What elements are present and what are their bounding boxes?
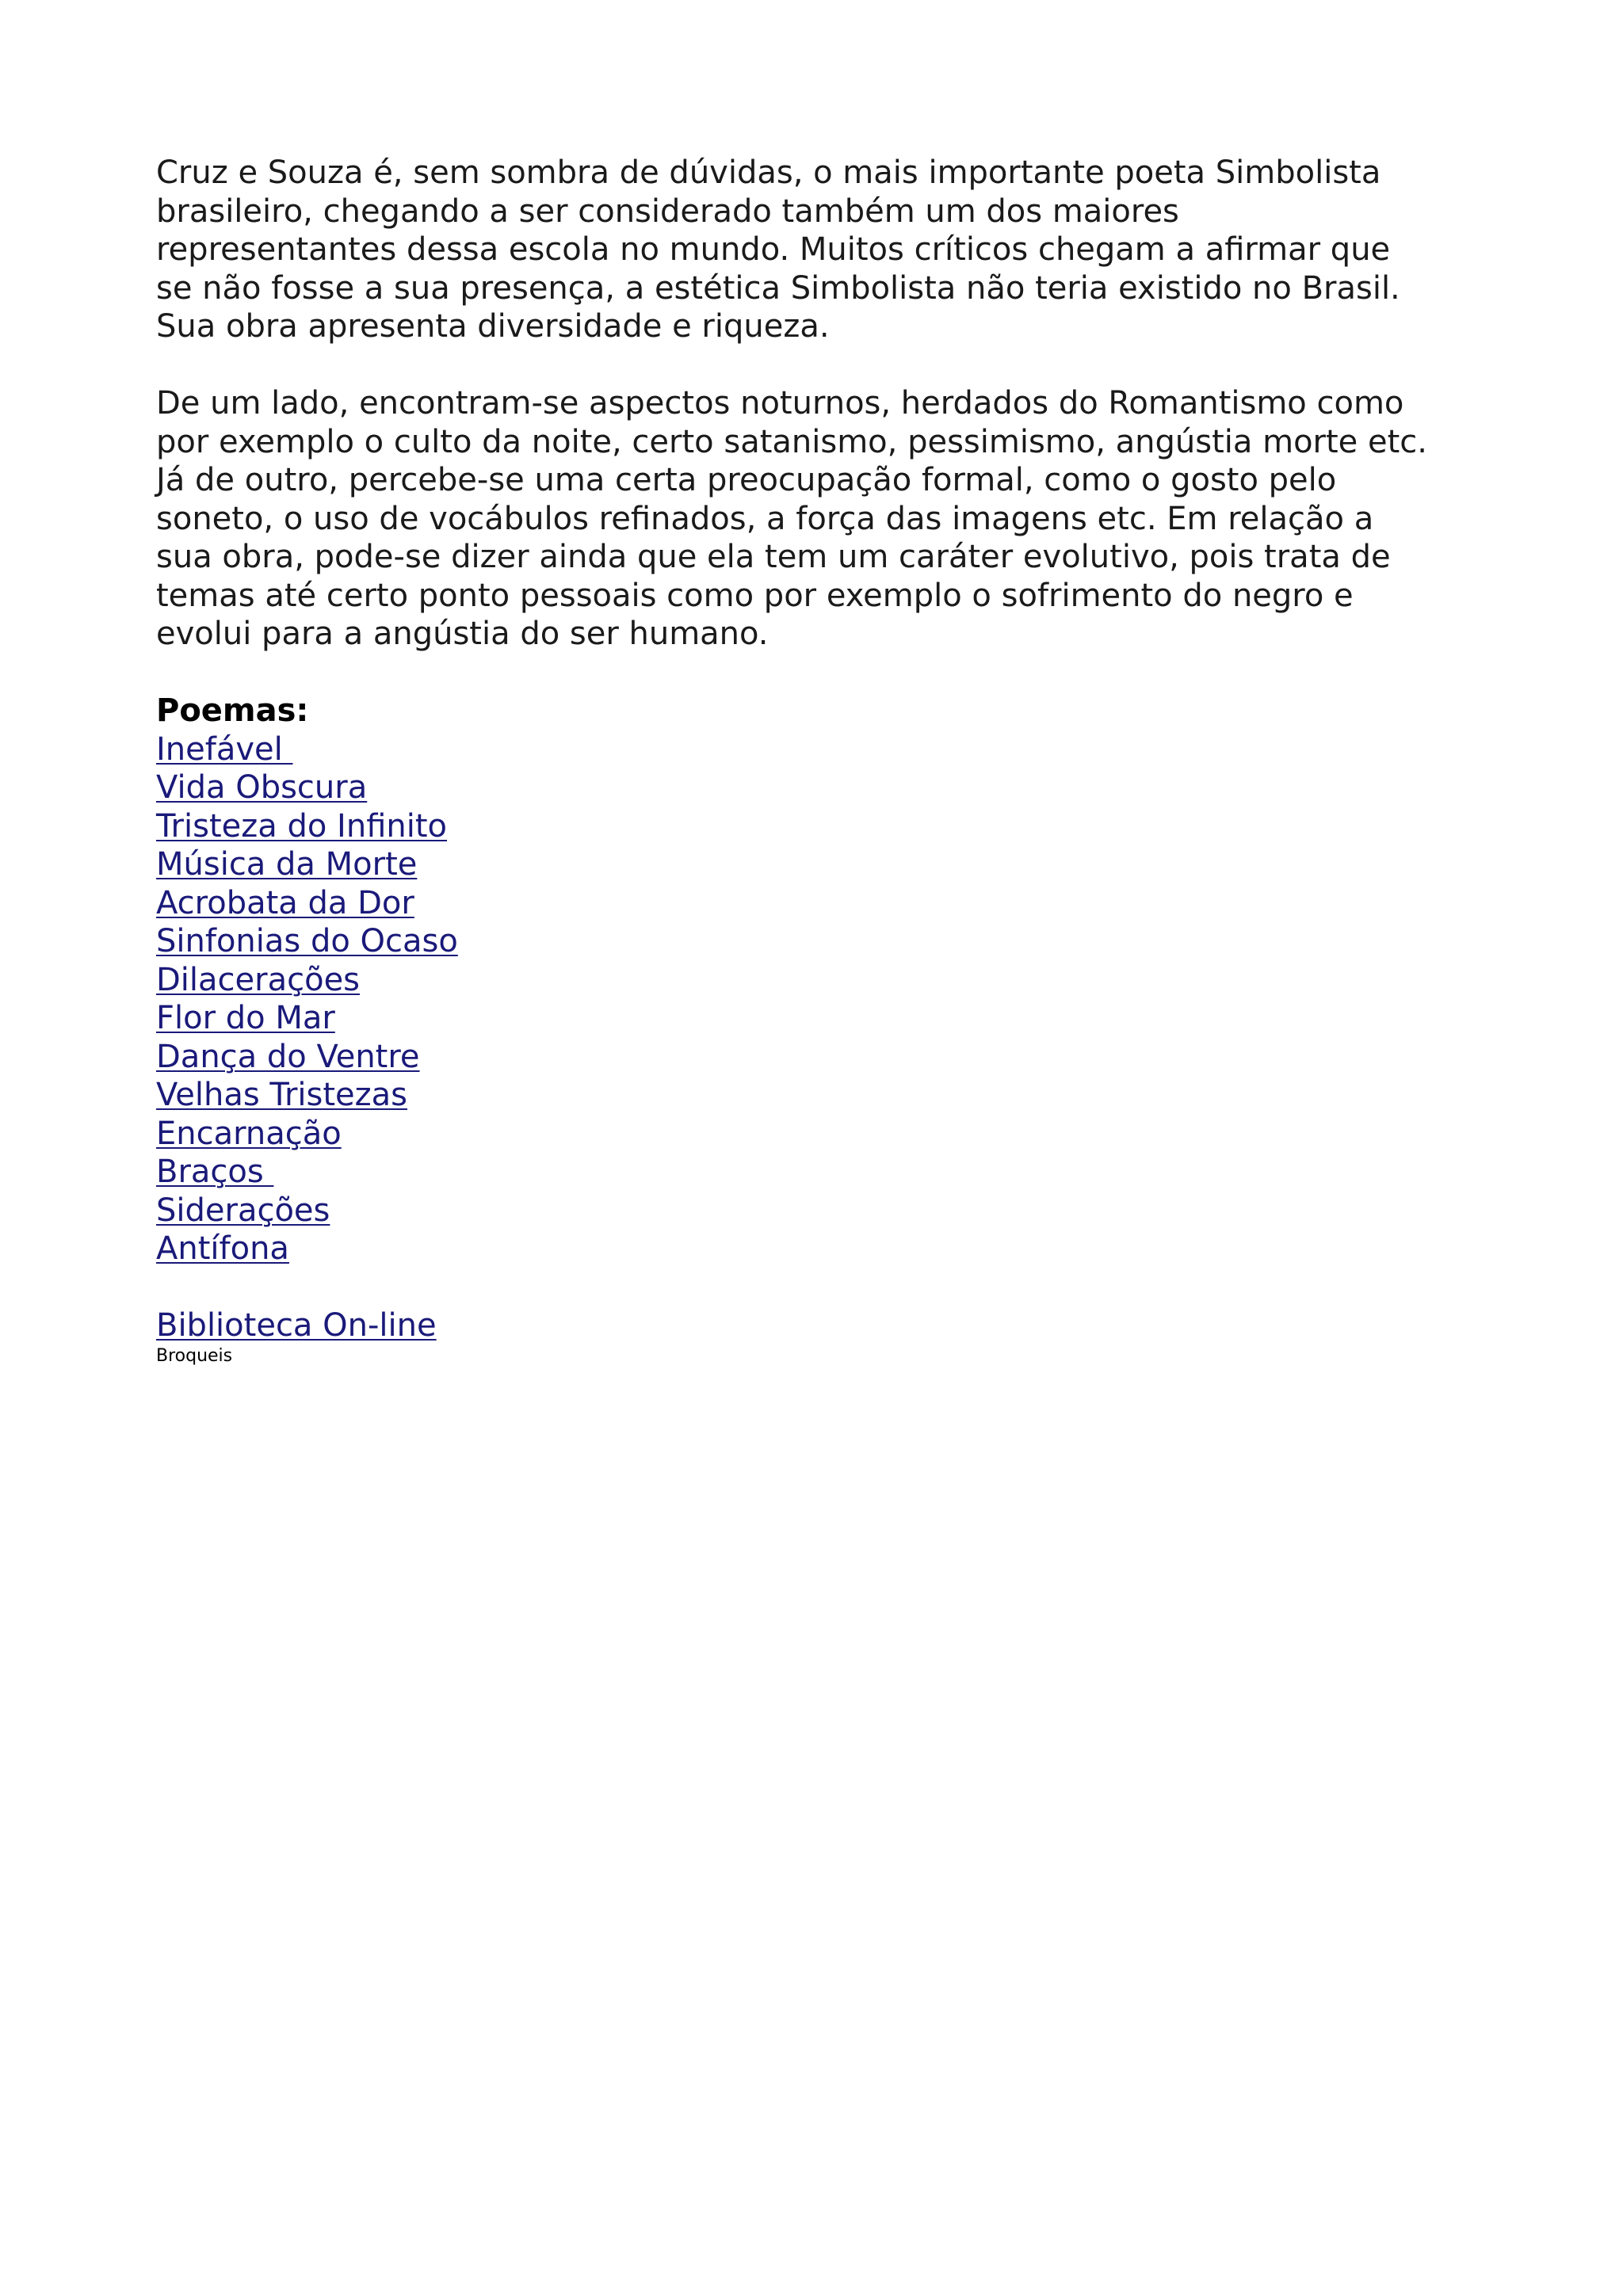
list-item [156, 922, 1503, 961]
poem-link[interactable]: Dilacerações [156, 961, 361, 998]
poem-link[interactable]: Encarnação [156, 1115, 342, 1152]
paragraph-gap [156, 346, 1503, 385]
poem-link[interactable]: Música da Morte [156, 846, 418, 883]
section-gap [156, 654, 1503, 692]
poem-link[interactable]: Flor do Mar [156, 1000, 335, 1036]
document-page [156, 154, 1503, 1367]
list-item [156, 807, 1503, 846]
poem-link[interactable]: Velhas Tristezas [156, 1077, 407, 1113]
list-item [156, 1230, 1503, 1268]
poem-link[interactable]: Antífona [156, 1230, 289, 1267]
poem-link[interactable]: Dança do Ventre [156, 1038, 420, 1075]
list-item [156, 769, 1503, 807]
list-item [156, 999, 1503, 1038]
library-link[interactable]: Biblioteca On-line [156, 1307, 437, 1344]
list-item [156, 1076, 1503, 1115]
poem-link[interactable]: Tristeza do Infinito [156, 807, 448, 845]
intro-paragraph-1: Cruz e Souza é, sem sombra de dúvidas, o mais importante poeta Simbolista brasileiro, chegando a ser considerado também um dos maiores representantes dessa escola no mundo. Muitos críticos chegam a afirmar que se não fosse a sua presença, a estética Simbolista não teria existido no Brasil. Sua obra apresenta diversidade e riqueza. [156, 154, 1400, 345]
list-item [156, 961, 1503, 1000]
poem-link[interactable]: Braços [156, 1154, 274, 1190]
list-item [156, 1115, 1503, 1154]
library-link-row [156, 1306, 1503, 1345]
list-item [156, 1153, 1503, 1192]
list-item [156, 845, 1503, 884]
section-gap [156, 1268, 1503, 1307]
caption-text: Broqueis [156, 1345, 233, 1366]
list-item [156, 1192, 1503, 1230]
poem-link[interactable]: Vida Obscura [156, 769, 368, 806]
poem-link[interactable]: Inefável [156, 730, 293, 768]
poem-link[interactable]: Sinfonias do Ocaso [156, 923, 458, 959]
intro-paragraph-2: De um lado, encontram-se aspectos noturnos, herdados do Romantismo como por exemplo o culto da noite, certo satanismo, pessimismo, angústia morte etc. Já de outro, percebe-se uma certa preocupação formal, como o gosto pelo soneto, o uso de vocábulos refinados, a força das imagens etc. Em relação a sua obra, pode-se dizer ainda que ela tem um caráter evolutivo, pois trata de temas até certo ponto pessoais como por exemplo o sofrimento do negro e evolui para a angústia do ser humano. [156, 385, 1428, 652]
poems-heading: Poemas: [156, 692, 309, 729]
list-item [156, 1038, 1503, 1077]
poem-link[interactable]: Siderações [156, 1192, 330, 1229]
poem-link[interactable]: Acrobata da Dor [156, 884, 414, 921]
poems-list [156, 730, 1503, 1268]
list-item [156, 884, 1503, 923]
list-item [156, 730, 1503, 769]
